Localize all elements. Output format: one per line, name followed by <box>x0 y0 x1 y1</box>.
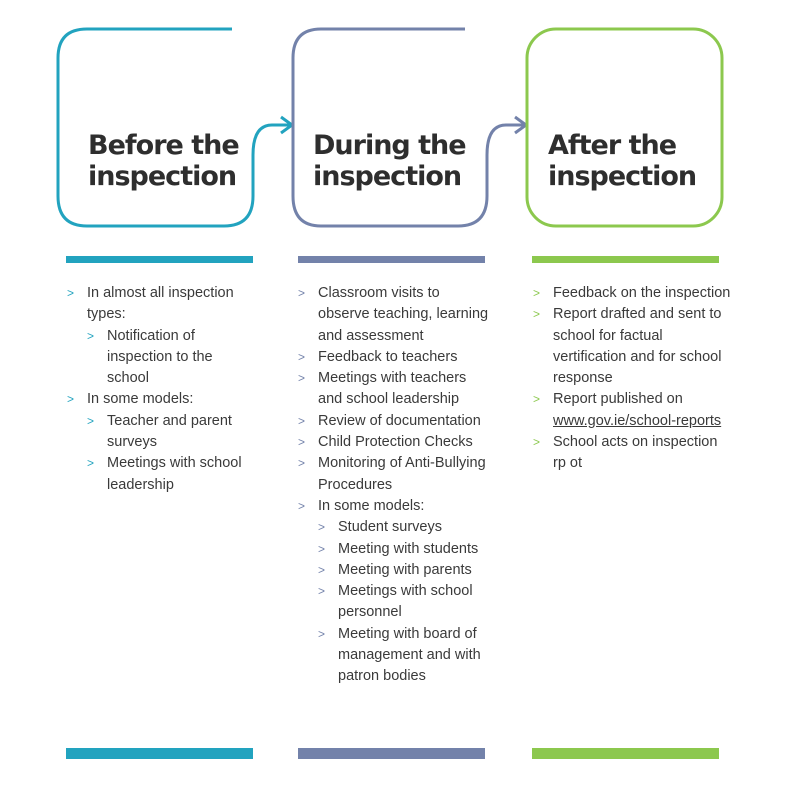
before-bottom-bar <box>66 748 253 759</box>
chevron-right-icon: > <box>298 413 306 428</box>
list-item: > In some models: > Teacher and parent surveys > Meetings with school leadership <box>67 389 252 495</box>
chevron-right-icon: > <box>533 392 541 407</box>
after-stage-box <box>527 29 722 226</box>
during-list <box>298 283 490 688</box>
chevron-right-icon: > <box>318 626 326 641</box>
chevron-right-icon: > <box>67 392 75 407</box>
during-top-bar <box>298 256 485 263</box>
list-item: > Meetings with school personnel <box>318 583 473 621</box>
list-item: > Teacher and parent surveys <box>87 412 232 451</box>
before-stage-box <box>58 29 290 226</box>
after-top-bar <box>532 256 719 263</box>
list-item: > Notification of inspection to the school <box>87 327 213 387</box>
chevron-right-icon: > <box>87 456 95 471</box>
chevron-right-icon: > <box>318 584 326 599</box>
chevron-right-icon: > <box>67 286 75 300</box>
chevron-right-icon: > <box>87 413 95 428</box>
list-item: > School acts on inspection rp ot <box>533 434 718 472</box>
list-item: > Student surveys <box>318 517 490 538</box>
list-item: > Meeting with board of management and with patron bodies <box>318 625 481 685</box>
list-item: > Feedback on the inspection <box>533 283 733 304</box>
list-item: > Meeting with students <box>318 539 490 560</box>
chevron-right-icon: > <box>318 541 326 556</box>
list-item: > Child Protection Checks <box>298 432 490 453</box>
chevron-right-icon: > <box>533 286 541 300</box>
chevron-right-icon: > <box>318 520 326 535</box>
chevron-right-icon: > <box>533 307 541 322</box>
list-item: > Meetings with teachers and school leadership <box>298 370 467 408</box>
after-bottom-bar <box>532 748 719 759</box>
chevron-right-icon: > <box>298 371 306 386</box>
before-top-bar <box>66 256 253 263</box>
chevron-right-icon: > <box>533 435 541 450</box>
chevron-right-icon: > <box>298 349 306 364</box>
during-stage-box <box>293 29 524 226</box>
during-stage-title: During the inspection <box>313 130 466 192</box>
during-bottom-bar <box>298 748 485 759</box>
chevron-right-icon: > <box>298 456 306 471</box>
list-item: > Report drafted and sent to school for factual vertification and for school response <box>533 306 722 387</box>
after-stage-title: After the inspection <box>548 130 697 192</box>
before-stage-title: Before the inspection <box>88 130 239 192</box>
list-item: > In almost all inspection types: > Notification of inspection to the school <box>67 283 252 389</box>
chevron-right-icon: > <box>298 286 306 300</box>
list-item: > Monitoring of Anti-Bullying Procedures <box>298 455 486 493</box>
chevron-right-icon: > <box>298 498 306 513</box>
list-item: > Review of documentation <box>298 411 490 432</box>
school-reports-link[interactable]: www.gov.ie/school-reports <box>553 412 722 429</box>
before-list <box>67 283 252 496</box>
list-item: > Report published on www.gov.ie/school-reports <box>533 391 722 429</box>
list-item: > Meetings with school leadership <box>87 455 242 493</box>
list-item: > Classroom visits to observe teaching, learning and assessment <box>298 285 489 344</box>
list-item: > Meeting with parents <box>318 560 490 581</box>
list-item: > In some models: > Student surveys > Meeting with students > Meeting with parents > Meetings with school personnel > Meeting with board of management and with patron bodies <box>298 496 490 688</box>
chevron-right-icon: > <box>318 562 326 577</box>
list-item: > Feedback to teachers <box>298 347 490 368</box>
after-list <box>533 283 733 475</box>
chevron-right-icon: > <box>298 435 306 450</box>
chevron-right-icon: > <box>87 328 95 343</box>
